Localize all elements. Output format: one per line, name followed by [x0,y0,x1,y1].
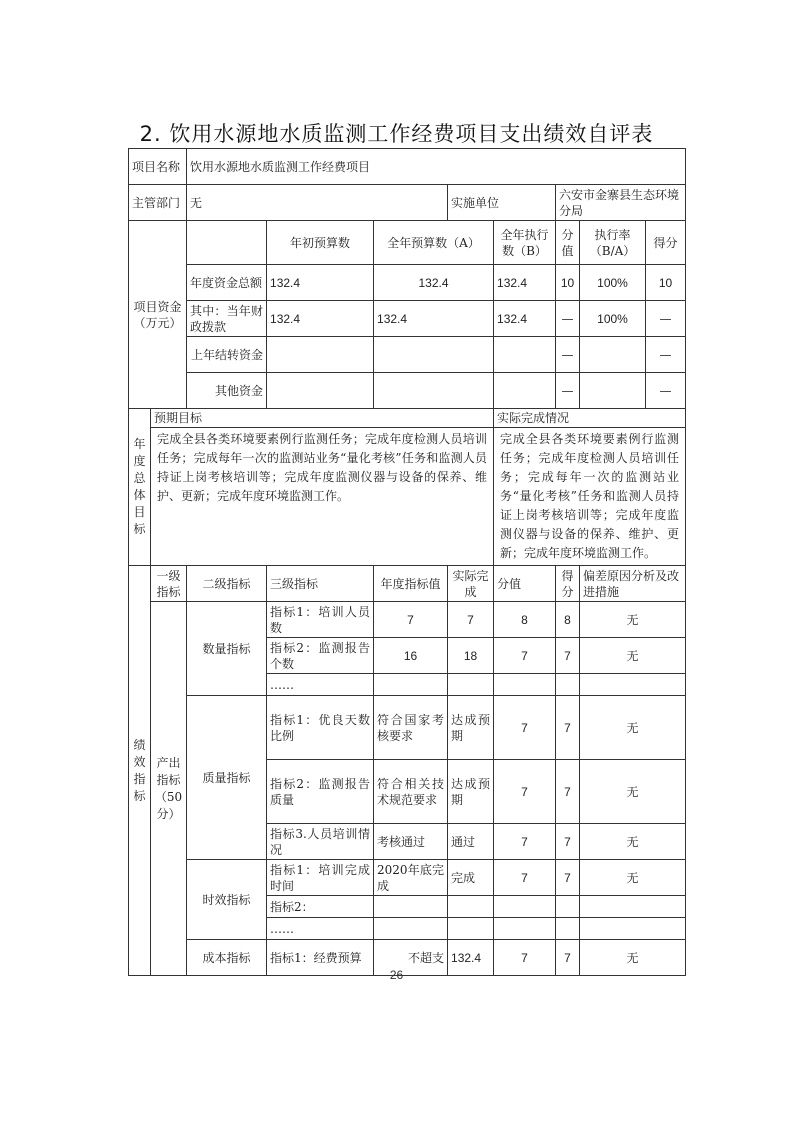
row-fiscal-label: 其中：当年财政拨款 [187,301,267,337]
level2-header: 二级指标 [187,566,267,602]
page-title: 2. 饮用水源地水质监测工作经费项目支出绩效自评表 [139,122,654,146]
expected-goal-text: 完成全县各类环境要素例行监测任务；完成年度检测人员培训任务；完成每年一次的监测站业务“量化考核”任务和监测人员持证上岗考核培训等；完成年度监测仪器与设备的保养、维护、更新；完成年度环境监测工作。 [151,428,494,566]
funds-other-row [129,373,686,409]
impl-unit-value: 六安市金寨县生态环境分局 [556,185,686,221]
fiscal-full: 132.4 [374,301,494,337]
annual-goal-label: 年度总体目标 [129,409,151,566]
indicator-weight: 7 [494,860,556,896]
indicator-score: 7 [556,696,580,760]
fiscal-exec: 132.4 [494,301,556,337]
page-number: 26 [389,968,404,982]
annual-value-header: 年度指标值 [374,566,448,602]
indicator-row [129,696,686,760]
col-initial-budget: 年初预算数 [267,221,374,265]
indicator-actual: 达成预期 [448,696,494,760]
col-score: 得分 [646,221,686,265]
indicator-actual: 达成预期 [448,760,494,824]
carry-score: — [646,337,686,373]
indicator-actual: 18 [448,638,494,674]
col-execution: 全年执行数（B） [494,221,556,265]
total-rate: 100% [580,265,646,301]
indicator-value: 16 [374,638,448,674]
row-project-name [129,149,686,185]
perf-indicators-label: 绩效指标 [129,566,151,976]
quality-label: 质量指标 [187,696,267,860]
funds-fiscal-row [129,301,686,337]
indicator-score: 7 [556,940,580,976]
impl-unit-label: 实施单位 [448,185,556,221]
col-score-weight: 分值 [556,221,580,265]
deviation-header: 偏差原因分析及改进措施 [580,566,686,602]
timeliness-label: 时效指标 [187,860,267,940]
indicator-name: 指标1：经费预算 [267,940,374,976]
carry-weight: — [556,337,580,373]
performance-table [128,148,686,976]
indicator-deviation: 无 [580,760,686,824]
indicator-name: …… [267,918,374,940]
total-weight: 10 [556,265,580,301]
indicator-deviation: 无 [580,940,686,976]
indicator-score: 7 [556,824,580,860]
funds-label: 项目资金（万元） [129,221,187,409]
project-name-value: 饮用水源地水质监测工作经费项目 [187,149,686,185]
indicator-weight: 7 [494,824,556,860]
indicator-row [129,602,686,638]
col-rate: 执行率（B/A） [580,221,646,265]
other-weight: — [556,373,580,409]
indicator-weight: 7 [494,638,556,674]
indicator-weight: 8 [494,602,556,638]
indicator-actual: 7 [448,602,494,638]
actual-done-header: 实际完成 [448,566,494,602]
row-carry-label: 上年结转资金 [187,337,267,373]
actual-result-label: 实际完成情况 [494,409,686,428]
indicator-deviation: 无 [580,696,686,760]
indicator-score: 7 [556,638,580,674]
indicator-name: 指标1：培训人员数 [267,602,374,638]
indicator-value: 符合国家考核要求 [374,696,448,760]
indicator-name: 指标1：培训完成时间 [267,860,374,896]
indicator-deviation: 无 [580,638,686,674]
dept-label: 主管部门 [129,185,187,221]
indicator-value: 不超支 [374,940,448,976]
indicator-row [129,860,686,896]
score-header: 得分 [556,566,580,602]
indicator-deviation: 无 [580,602,686,638]
row-dept [129,185,686,221]
indicator-name: 指标1：优良天数比例 [267,696,374,760]
funds-total-row [129,265,686,301]
fiscal-weight: — [556,301,580,337]
indicator-score: 7 [556,860,580,896]
dept-value: 无 [187,185,448,221]
actual-result-text: 完成全县各类环境要素例行监测任务；完成年度检测人员培训任务；完成每年一次的监测站业务“量化考核”任务和监测人员持证上岗考核培训等；完成年度监测仪器与设备的保养、维护、更新；完成年度环境监测工作。 [494,428,686,566]
expected-goal-label: 预期目标 [151,409,494,428]
indicator-value: 符合相关技术规范要求 [374,760,448,824]
funds-carry-row [129,337,686,373]
indicator-name: …… [267,674,374,696]
indicator-value: 考核通过 [374,824,448,860]
level1-header: 一级指标 [151,566,187,602]
quantity-label: 数量指标 [187,602,267,696]
row-other-label: 其他资金 [187,373,267,409]
goals-header-row [129,409,686,428]
total-full: 132.4 [374,265,494,301]
col-full-budget: 全年预算数（A） [374,221,494,265]
output-label: 产出指标（50分） [151,602,187,976]
fiscal-rate: 100% [580,301,646,337]
indicator-name: 指标2： [267,896,374,918]
indicator-actual: 132.4 [448,940,494,976]
cost-label: 成本指标 [187,940,267,976]
indicator-weight: 7 [494,940,556,976]
goals-content-row [129,428,686,566]
row-total-label: 年度资金总额 [187,265,267,301]
funds-corner-cell [187,221,267,265]
total-initial: 132.4 [267,265,374,301]
indicator-name: 指标2：监测报告个数 [267,638,374,674]
total-exec: 132.4 [494,265,556,301]
indicator-actual: 通过 [448,824,494,860]
indicator-name: 指标3.人员培训情况 [267,824,374,860]
indicator-header-row [129,566,686,602]
indicator-score: 8 [556,602,580,638]
indicator-actual: 完成 [448,860,494,896]
weight-header: 分值 [494,566,556,602]
indicator-score: 7 [556,760,580,824]
indicator-weight: 7 [494,696,556,760]
project-name-label: 项目名称 [129,149,187,185]
indicator-value: 2020年底完成 [374,860,448,896]
fiscal-score: — [646,301,686,337]
level3-header: 三级指标 [267,566,374,602]
indicator-name: 指标2：监测报告质量 [267,760,374,824]
indicator-weight: 7 [494,760,556,824]
indicator-deviation: 无 [580,824,686,860]
total-score: 10 [646,265,686,301]
indicator-deviation: 无 [580,860,686,896]
fiscal-initial: 132.4 [267,301,374,337]
other-score: — [646,373,686,409]
indicator-value: 7 [374,602,448,638]
funds-header-row [129,221,686,265]
